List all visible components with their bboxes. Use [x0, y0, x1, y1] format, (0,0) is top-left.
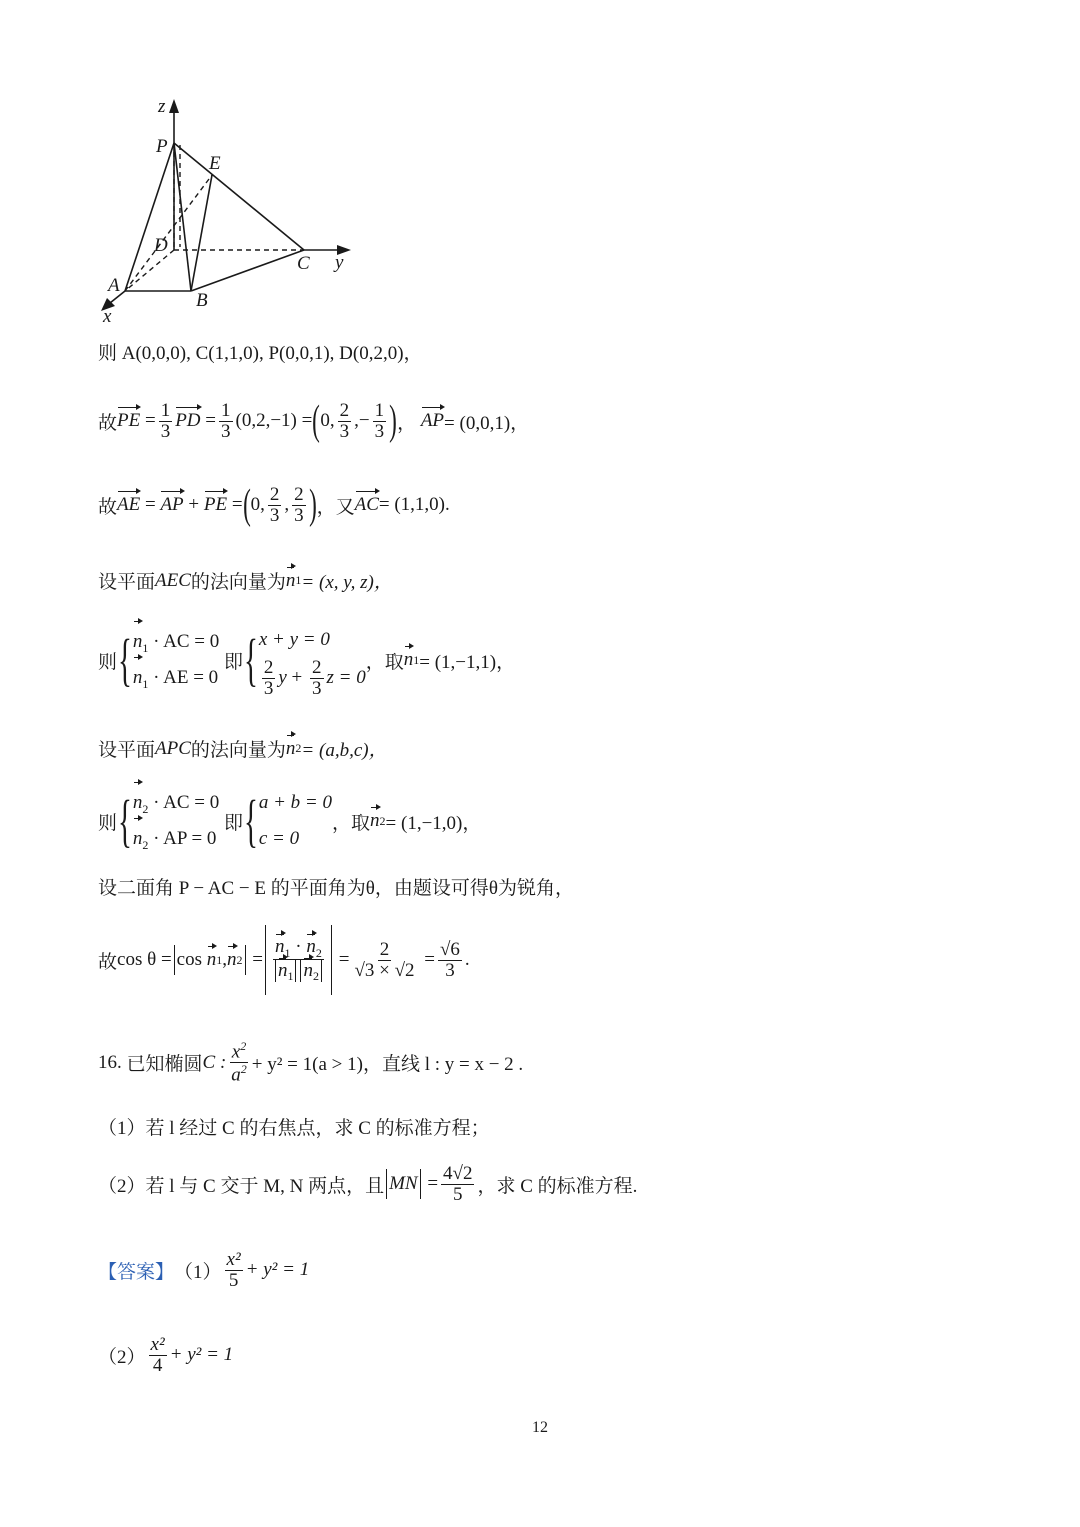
cosine-line: 故 cos θ = cos n 1 , n 2 = $\frac{n_1 \cdot n_2}{n_1 n_2}$ = $\frac{2}{√3 \times √2}$ = $\frac{√6}{3}$ . — [98, 925, 470, 995]
coordinates-line: 则 A(0,0,0), C(1,1,0), P(0,0,1), D(0,2,0)， — [98, 343, 423, 364]
answer-tag: 【答案】 — [98, 1261, 175, 1283]
system-n2-line: 则 { $n_2$ · AC = 0 $n_2$ · AP = 0 即 { a + b = 0 c = 0 ，取 n 2 = (1,−1,0)， — [98, 785, 481, 857]
page-number: 12 — [532, 1419, 548, 1436]
label-A: A — [108, 275, 120, 296]
label-D: D — [154, 235, 168, 256]
label-y: y — [335, 252, 344, 273]
system-n1-line: 则 { $n_1$ · AC = 0 $n_1$ · AE = 0 即 { x + y = 0 $\frac{2}{3}$ y + $\frac{2}{3}$ z = 0 ，取 n 1 = (1,−1,1)， — [98, 622, 515, 699]
label-E: E — [209, 153, 221, 174]
pyramid-figure — [95, 95, 365, 330]
question-16: 16. 已知椭圆 C : $\frac{x^2}{a^2}$ + y² = 1(a > 1)，直线 l : y = x − 2 . — [98, 1039, 524, 1086]
label-C: C — [297, 253, 310, 274]
dihedral-angle-line: 设二面角 P − AC − E 的平面角为θ，由题设可得θ为锐角， — [98, 878, 574, 899]
question-16-part-1: （1）若 l 经过 C 的右焦点，求 C 的标准方程； — [98, 1118, 490, 1139]
plane-aec-line: 设平面 AEC 的法向量为 n 1 = (x, y, z)， — [98, 569, 393, 593]
answer-2: （2） $\frac{\text{x²}}{4}$ + y² = 1 — [98, 1334, 234, 1376]
question-16-part-2: （2）若 l 与 C 交于 M, N 两点，且 MN = $\frac{4√2}{5}$ ，求 C 的标准方程. — [98, 1163, 638, 1205]
label-x: x — [103, 306, 112, 327]
label-P: P — [156, 136, 168, 157]
z-arrow — [169, 99, 179, 113]
label-z: z — [158, 96, 166, 117]
plane-apc-line: 设平面 APC 的法向量为 n 2 = (a,b,c)， — [98, 737, 388, 761]
vector-ae-line: 故 AE = AP + PE = ( 0, $\frac{2}{3}$ , $\frac{2}{3}$ ) ，又 AC = (1,1,0). — [98, 482, 450, 528]
answer-1: 【答案】 （1） $\frac{\text{x²}}{5}$ + y² = 1 — [98, 1249, 310, 1291]
label-B: B — [196, 290, 208, 311]
vector-pe-line: 故 PE = $\frac{1}{3}$ PD = $\frac{1}{3}$ (0,2,−1) = ( 0, $\frac{2}{3}$ ,− $\frac{1}{3}$ ) ， AP = (0,0,1)， — [98, 398, 530, 444]
